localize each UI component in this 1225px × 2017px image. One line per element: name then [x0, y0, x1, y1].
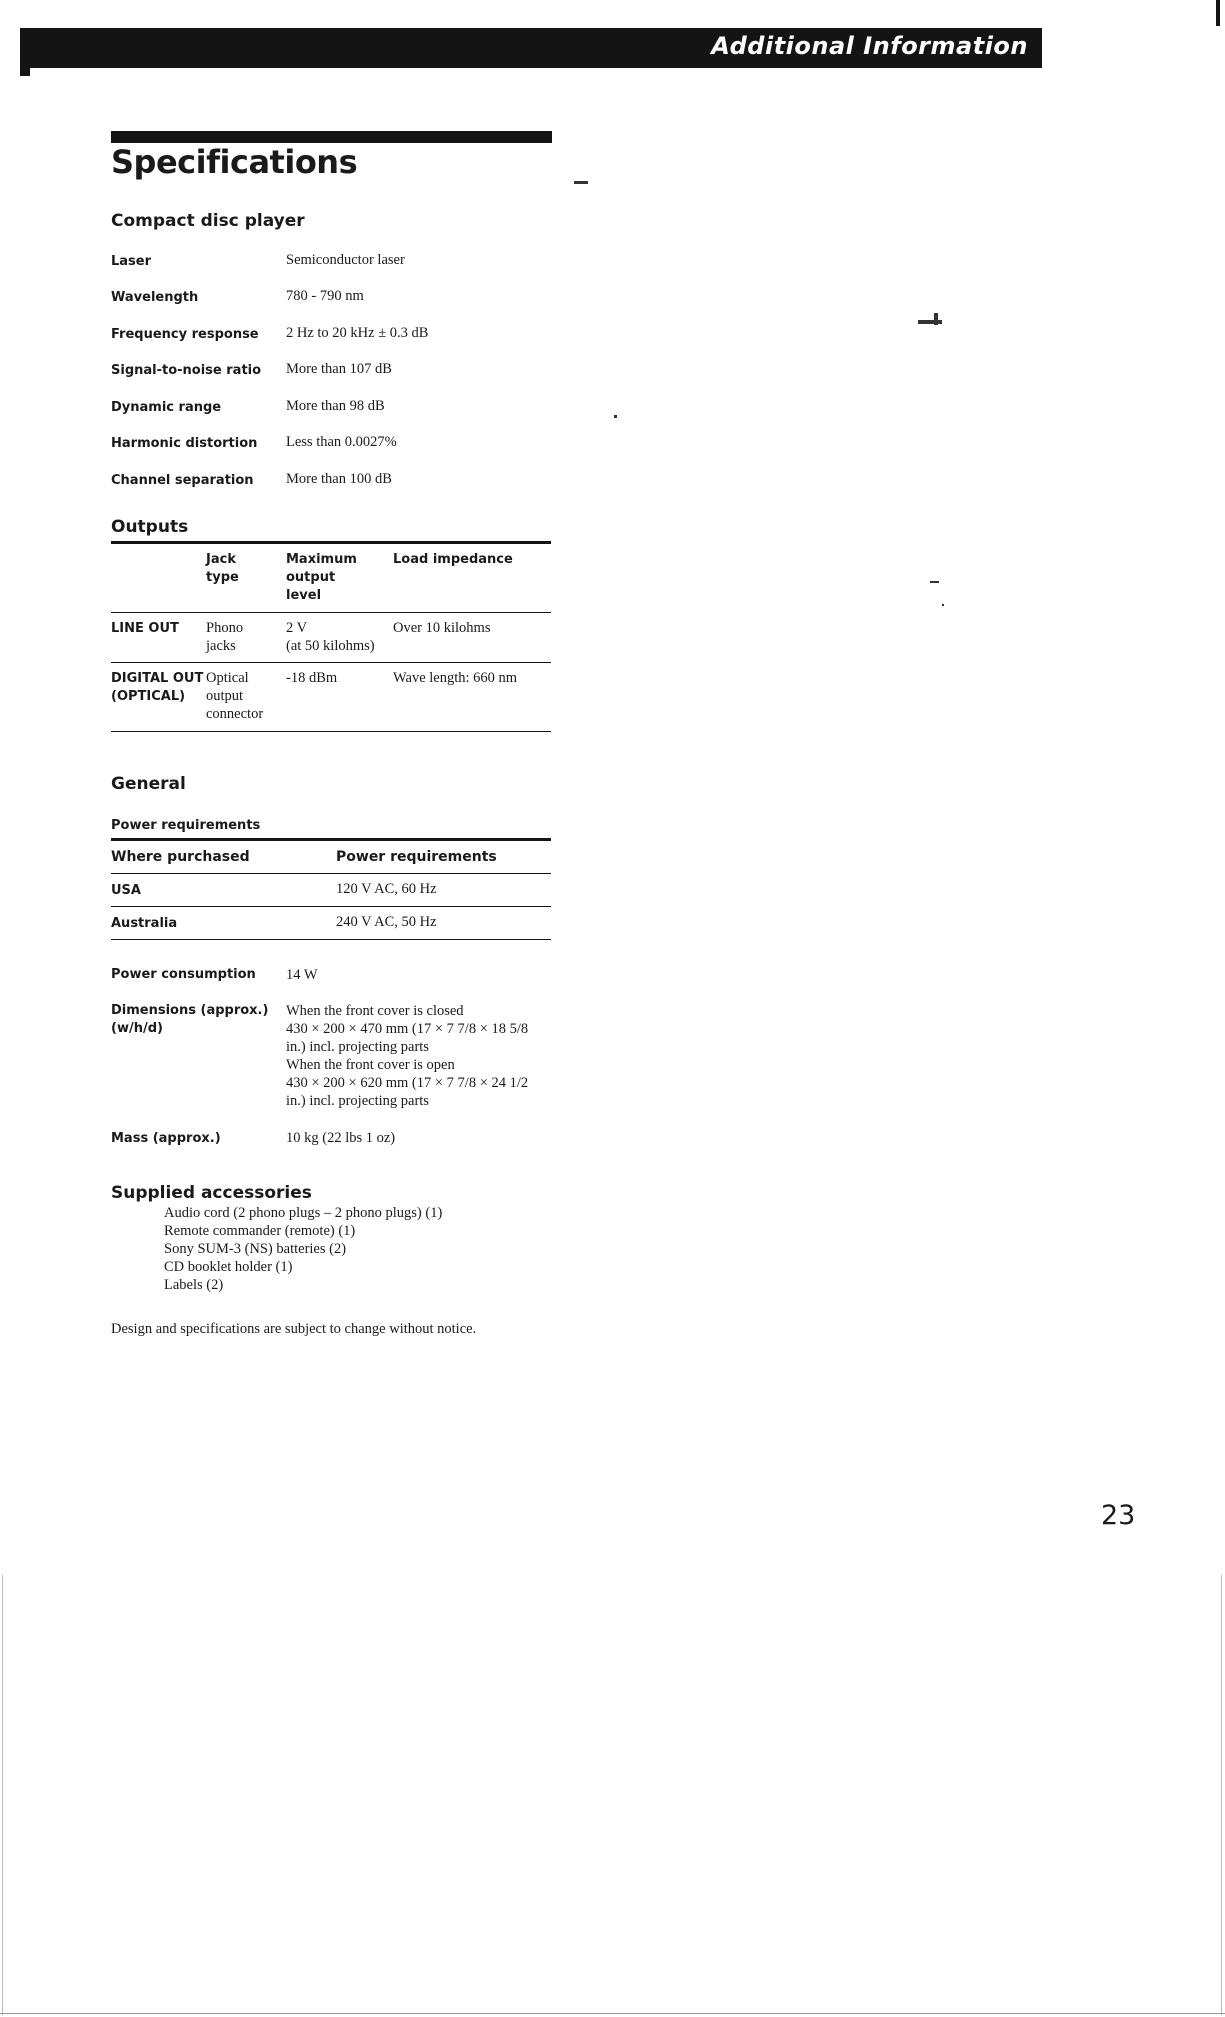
scan-speck — [930, 581, 939, 583]
spec-label: Laser — [111, 254, 152, 269]
outputs-col-jack-type: Jack type — [206, 552, 239, 585]
accessory-item: CD booklet holder (1) — [164, 1259, 293, 1275]
header-edge-mark — [20, 28, 30, 76]
accessory-item: Labels (2) — [164, 1277, 224, 1293]
outputs-row-level: 2 V (at 50 kilohms) — [286, 620, 375, 654]
power-row-where: Australia — [111, 916, 178, 931]
mass-value: 10 kg (22 lbs 1 oz) — [286, 1130, 396, 1146]
scan-right-edge — [1221, 1575, 1222, 2015]
spec-value: More than 107 dB — [286, 361, 392, 377]
power-row-where: USA — [111, 883, 141, 898]
power-consumption-value: 14 W — [286, 967, 318, 983]
spec-value: 780 - 790 nm — [286, 288, 364, 304]
scan-speck — [942, 604, 944, 606]
power-header-rule — [111, 873, 551, 874]
scan-bottom-edge — [0, 2013, 1225, 2014]
outputs-row-rule — [111, 662, 551, 663]
scan-speck — [574, 181, 588, 184]
section-header-title: Additional Information — [711, 32, 1028, 60]
outputs-header-rule — [111, 612, 551, 613]
spec-row-laser — [111, 252, 551, 274]
outputs-col-max-output: Maximum output level — [286, 552, 357, 603]
corner-mark — [1216, 0, 1220, 26]
power-col-where: Where purchased — [111, 849, 250, 865]
spec-value: Semiconductor laser — [286, 252, 405, 268]
title-rule — [111, 131, 552, 143]
spec-label: Dynamic range — [111, 400, 222, 415]
outputs-table-top-rule — [111, 541, 551, 544]
outputs-row-level: -18 dBm — [286, 670, 338, 686]
spec-value: More than 100 dB — [286, 471, 392, 487]
spec-label: Harmonic distortion — [111, 436, 258, 451]
outputs-table-bottom-rule — [111, 731, 551, 732]
section-header-band — [20, 28, 1042, 68]
accessory-item: Remote commander (remote) (1) — [164, 1223, 356, 1239]
spec-row-harmonic-distortion — [111, 434, 551, 456]
spec-value: 2 Hz to 20 kHz ± 0.3 dB — [286, 325, 429, 341]
spec-value: Less than 0.0027% — [286, 434, 397, 450]
spec-row-frequency-response — [111, 325, 551, 347]
spec-label: Frequency response — [111, 327, 259, 342]
spec-row-channel-separation — [111, 471, 551, 493]
accessory-item: Audio cord (2 phono plugs – 2 phono plugs) (1) — [164, 1205, 443, 1221]
spec-row-signal-to-noise — [111, 361, 551, 383]
power-table-bottom-rule — [111, 939, 551, 940]
mass-label: Mass (approx.) — [111, 1131, 221, 1146]
power-table-top-rule — [111, 838, 551, 841]
dimensions-label: Dimensions (approx.) (w/h/d) — [111, 1003, 269, 1036]
scan-speck — [934, 313, 938, 325]
page-title: Specifications — [111, 143, 358, 181]
general-heading: General — [111, 774, 186, 794]
scan-left-edge — [2, 1575, 3, 2015]
dimensions-value: When the front cover is closed 430 × 200 × 470 mm (17 × 7 7/8 × 18 5/8 in.) incl. projecting parts When the front cover is open 430 × 200 × 620 mm (17 × 7 7/8 × 24 1/2 in.) incl. projecting parts — [286, 1003, 529, 1109]
outputs-row-jack: Phono jacks — [206, 620, 244, 654]
outputs-row-name: LINE OUT — [111, 621, 179, 636]
spec-row-wavelength — [111, 288, 551, 310]
spec-label: Signal-to-noise ratio — [111, 363, 262, 378]
power-consumption-label: Power consumption — [111, 967, 256, 982]
outputs-row-load: Over 10 kilohms — [393, 620, 491, 636]
spec-value: More than 98 dB — [286, 398, 385, 414]
accessories-heading: Supplied accessories — [111, 1183, 312, 1203]
outputs-col-load-impedance: Load impedance — [393, 552, 513, 567]
outputs-heading: Outputs — [111, 517, 189, 537]
outputs-row-name: DIGITAL OUT (OPTICAL) — [111, 671, 204, 704]
spec-row-dynamic-range — [111, 398, 551, 420]
footnote: Design and specifications are subject to change without notice. — [111, 1321, 477, 1337]
power-col-power: Power requirements — [336, 849, 497, 865]
outputs-row-jack: Optical output connector — [206, 670, 264, 722]
spec-label: Channel separation — [111, 473, 254, 488]
scan-speck — [614, 415, 617, 418]
outputs-row-load: Wave length: 660 nm — [393, 670, 518, 686]
power-table-caption: Power requirements — [111, 818, 261, 833]
scan-speck — [918, 320, 942, 324]
power-row-value: 240 V AC, 50 Hz — [336, 914, 437, 930]
power-row-rule — [111, 906, 551, 907]
power-row-value: 120 V AC, 60 Hz — [336, 881, 437, 897]
cd-player-heading: Compact disc player — [111, 211, 305, 231]
accessory-item: Sony SUM-3 (NS) batteries (2) — [164, 1241, 347, 1257]
page-number: 23 — [1101, 1500, 1136, 1531]
spec-label: Wavelength — [111, 290, 199, 305]
